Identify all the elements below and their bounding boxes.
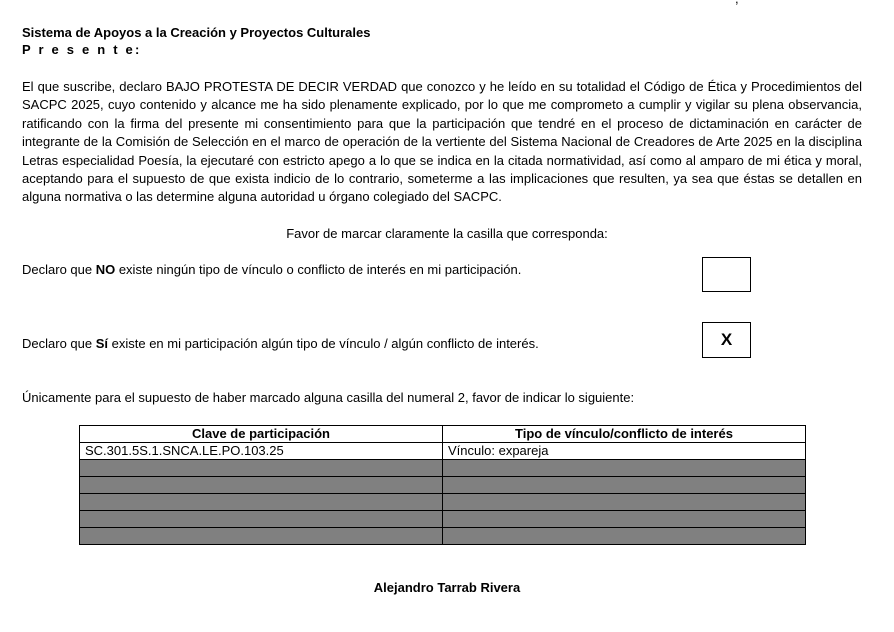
instruction-text: Favor de marcar claramente la casilla que corresponda: xyxy=(286,226,608,241)
cell-clave[interactable]: SC.301.5S.1.SNCA.LE.PO.103.25 xyxy=(80,443,443,460)
declaration-paragraph xyxy=(22,78,862,207)
option-yes-prefix: Declaro que xyxy=(22,336,96,351)
cell-tipo[interactable] xyxy=(443,477,806,494)
addressee-block xyxy=(22,24,370,58)
conflicts-table xyxy=(79,425,806,545)
addressee-institution: Sistema de Apoyos a la Creación y Proyectos Culturales xyxy=(22,25,371,40)
addressee-present: P r e s e n t e: xyxy=(22,42,142,57)
table-row xyxy=(80,528,806,545)
table-row xyxy=(80,460,806,477)
checkbox-yes-conflict[interactable]: X xyxy=(702,322,751,358)
option-no-suffix: existe ningún tipo de vínculo o conflicto de interés en mi participación. xyxy=(115,262,522,277)
cell-clave[interactable] xyxy=(80,528,443,545)
option-yes-suffix: existe en mi participación algún tipo de vínculo / algún conflicto de interés. xyxy=(108,336,539,351)
header-clave: Clave de participación xyxy=(80,426,443,443)
option-no-keyword: NO xyxy=(95,262,116,277)
option-no-prefix: Declaro que xyxy=(22,262,96,277)
table-row xyxy=(80,494,806,511)
declaration-emphasis: BAJO PROTESTA DE DECIR VERDAD xyxy=(165,79,398,94)
table-header-row xyxy=(80,426,806,443)
cell-clave[interactable] xyxy=(80,477,443,494)
table-note: Únicamente para el supuesto de haber marcado alguna casilla del numeral 2, favor de indicar lo siguiente: xyxy=(22,390,635,405)
table-row xyxy=(80,477,806,494)
header-tipo: Tipo de vínculo/conflicto de interés xyxy=(443,426,806,443)
cell-clave[interactable] xyxy=(80,511,443,528)
declaration-body: que conozco y he leído en su totalidad el Código de Ética y Procedimientos del SACPC 2025, cuyo contenido y alcance me ha sido plenamente explicado, por lo que me comprometo a cumplir y vigilar su plena observancia, ratificando con la firma del presente mi consentimiento para que la participación que tendré en el proceso de dictaminación en carácter de integrante de la Comisión de Selección en el marco de operación de la vertiente del Sistema Nacional de Creadores de Arte 2025 en la disciplina Letras especialidad Poesía, la ejecutaré con estricto apego a lo que se indica en la citada normatividad, así como al amparo de mi ética y moral, aceptando para el supuesto de que exista indicio de lo contrario, someterme a las implicaciones que resulten, ya sea que éstas se detallen en alguna normativa o las determine alguna autoridad u órgano colegiado del SACPC. xyxy=(22,79,863,205)
table-row xyxy=(80,511,806,528)
cell-tipo[interactable] xyxy=(443,511,806,528)
option-yes-conflict xyxy=(22,336,539,351)
cell-clave[interactable] xyxy=(80,494,443,511)
option-no-conflict xyxy=(22,262,521,277)
header-fragment xyxy=(735,0,739,6)
declaration-intro: El que suscribe, declaro xyxy=(22,79,166,94)
cell-tipo[interactable]: Vínculo: expareja xyxy=(443,443,806,460)
signature-name: Alejandro Tarrab Rivera xyxy=(373,580,521,595)
cell-tipo[interactable] xyxy=(443,460,806,477)
cell-tipo[interactable] xyxy=(443,528,806,545)
option-yes-keyword: Sí xyxy=(95,336,109,351)
checkbox-no-conflict[interactable] xyxy=(702,257,751,292)
cell-tipo[interactable] xyxy=(443,494,806,511)
cell-clave[interactable] xyxy=(80,460,443,477)
table-row xyxy=(80,443,806,460)
